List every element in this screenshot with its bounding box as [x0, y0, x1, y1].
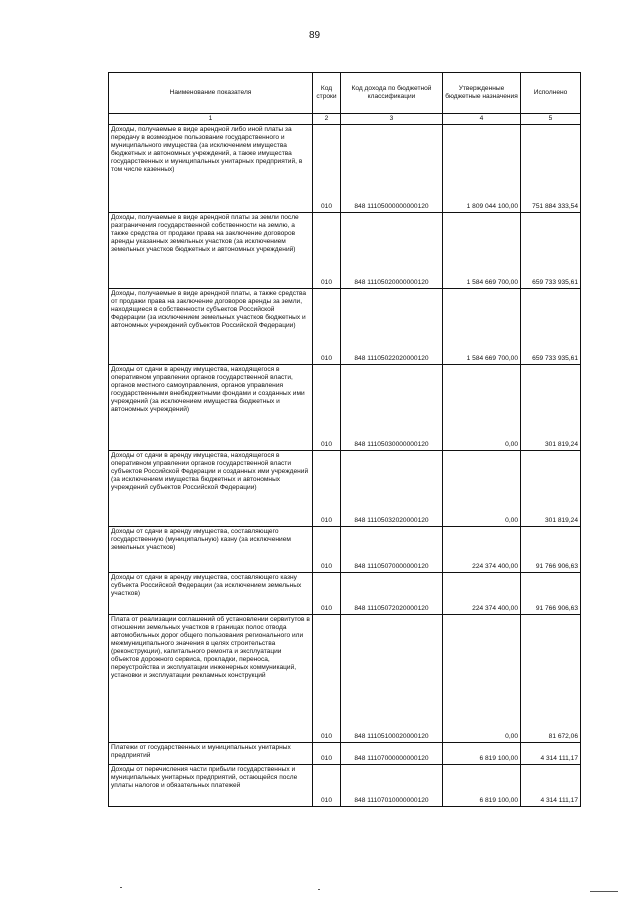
- row-code: 010: [313, 527, 341, 573]
- column-number: 3: [341, 114, 443, 125]
- row-code: 010: [313, 615, 341, 743]
- column-number: 5: [521, 114, 581, 125]
- header-approved: Утвержденные бюджетные назначения: [443, 73, 521, 114]
- row-name: Доходы, получаемые в виде арендной платы, а также средства от продажи права на заключение договоров аренды за земли, находящиеся в собственности субъектов Российской Федерации (за исключением земельных участков бюджетных и автономных учреждений субъектов Российской Федерации): [109, 289, 313, 365]
- header-code: Код строки: [313, 73, 341, 114]
- scan-specks: [0, 885, 629, 895]
- row-kbk: 848 11105000000000120: [341, 125, 443, 213]
- table-row: [109, 765, 581, 807]
- row-executed: 4 314 111,17: [521, 743, 581, 765]
- row-code: 010: [313, 573, 341, 615]
- row-code: 010: [313, 213, 341, 289]
- column-number: 2: [313, 114, 341, 125]
- row-code: 010: [313, 451, 341, 527]
- header-name: Наименование показателя: [109, 73, 313, 114]
- row-code: 010: [313, 743, 341, 765]
- row-name: Доходы, получаемые в виде арендной либо иной платы за передачу в возмездное пользование государственного и муниципального имущества (за исключением имущества бюджетных и автономных учреждений, а также имущества государственных и муниципальных унитарных предприятий, в том числе казенных): [109, 125, 313, 213]
- row-executed: 91 766 906,63: [521, 527, 581, 573]
- row-kbk: 848 11107000000000120: [341, 743, 443, 765]
- row-kbk: 848 11105100020000120: [341, 615, 443, 743]
- row-code: 010: [313, 765, 341, 807]
- row-approved: 6 819 100,00: [443, 743, 521, 765]
- row-executed: 751 884 333,54: [521, 125, 581, 213]
- row-executed: 81 672,06: [521, 615, 581, 743]
- row-approved: 0,00: [443, 451, 521, 527]
- row-executed: 301 819,24: [521, 451, 581, 527]
- row-name: Доходы от перечисления части прибыли государственных и муниципальных унитарных предприятий, остающейся после уплаты налогов и обязательных платежей: [109, 765, 313, 807]
- scan-speck: [120, 887, 122, 888]
- row-executed: 4 314 111,17: [521, 765, 581, 807]
- scan-speck: [590, 891, 618, 892]
- header-kbk: Код дохода по бюджетной классификации: [341, 73, 443, 114]
- revenue-table: [108, 72, 581, 807]
- row-executed: 91 766 906,63: [521, 573, 581, 615]
- row-approved: 1 809 044 100,00: [443, 125, 521, 213]
- row-kbk: 848 11107010000000120: [341, 765, 443, 807]
- table-row: [109, 125, 581, 213]
- table-row: [109, 289, 581, 365]
- header-executed: Исполнено: [521, 73, 581, 114]
- table-header-row: [109, 73, 581, 114]
- table-row: [109, 451, 581, 527]
- column-number-row: [109, 114, 581, 125]
- row-kbk: 848 11105030000000120: [341, 365, 443, 451]
- row-executed: 301 819,24: [521, 365, 581, 451]
- row-code: 010: [313, 125, 341, 213]
- page-number: 89: [308, 30, 321, 41]
- row-kbk: 848 11105020000000120: [341, 213, 443, 289]
- row-approved: 0,00: [443, 365, 521, 451]
- row-kbk: 848 11105032020000120: [341, 451, 443, 527]
- row-name: Платежи от государственных и муниципальных унитарных предприятий: [109, 743, 313, 765]
- column-number: 1: [109, 114, 313, 125]
- row-name: Доходы, получаемые в виде арендной платы за земли после разграничения государственной собственности на землю, а также средства от продажи права на заключение договоров аренды указанных земельных участков (за исключением земельных участков бюджетных и автономных учреждений): [109, 213, 313, 289]
- table-row: [109, 365, 581, 451]
- row-kbk: 848 11105070000000120: [341, 527, 443, 573]
- row-name: Доходы от сдачи в аренду имущества, находящегося в оперативном управлении органов государственной власти, органов местного самоуправления, органов управления государственными внебюджетными фондами и созданных ими учреждений (за исключением имущества бюджетных и автономных учреждений): [109, 365, 313, 451]
- row-approved: 224 374 400,00: [443, 573, 521, 615]
- row-approved: 1 584 669 700,00: [443, 289, 521, 365]
- row-code: 010: [313, 365, 341, 451]
- table-row: [109, 743, 581, 765]
- row-executed: 659 733 935,61: [521, 213, 581, 289]
- row-name: Плата от реализации соглашений об установлении сервитутов в отношении земельных участков в границах полос отвода автомобильных дорог общего пользования регионального или межмуниципального значения в целях строительства (реконструкции), капитального ремонта и эксплуатации объектов дорожного сервиса, прокладки, переноса, переустройства и эксплуатации инженерных коммуникаций, установки и эксплуатации рекламных конструкций: [109, 615, 313, 743]
- row-kbk: 848 11105022020000120: [341, 289, 443, 365]
- scan-speck: [318, 889, 320, 890]
- row-approved: 6 819 100,00: [443, 765, 521, 807]
- row-code: 010: [313, 289, 341, 365]
- row-name: Доходы от сдачи в аренду имущества, составляющего государственную (муниципальную) казну (за исключением земельных участков): [109, 527, 313, 573]
- row-name: Доходы от сдачи в аренду имущества, находящегося в оперативном управлении органов государственной власти субъектов Российской Федерации и созданных ими учреждений (за исключением имущества бюджетных и автономных учреждений субъектов Российской Федерации): [109, 451, 313, 527]
- row-name: Доходы от сдачи в аренду имущества, составляющего казну субъекта Российской Федерации (за исключением земельных участков): [109, 573, 313, 615]
- row-kbk: 848 11105072020000120: [341, 573, 443, 615]
- table-row: [109, 527, 581, 573]
- table-row: [109, 213, 581, 289]
- row-approved: 1 584 669 700,00: [443, 213, 521, 289]
- column-number: 4: [443, 114, 521, 125]
- row-approved: 0,00: [443, 615, 521, 743]
- row-approved: 224 374 400,00: [443, 527, 521, 573]
- table-row: [109, 573, 581, 615]
- table-row: [109, 615, 581, 743]
- row-executed: 659 733 935,61: [521, 289, 581, 365]
